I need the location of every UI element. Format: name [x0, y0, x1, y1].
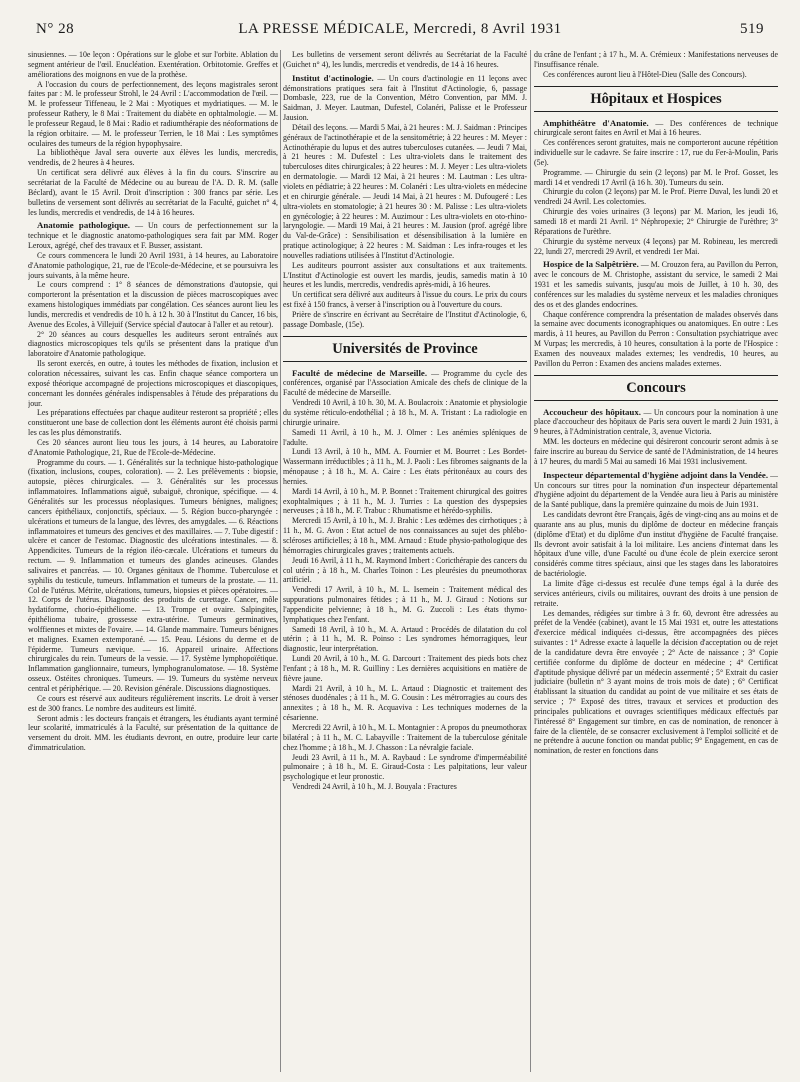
paragraph: Ils seront exercés, en outre, à toutes les méthodes de fixation, inclusion et coloration nécessaires, suivant les cas. Enfin chaque séance comportera un exposé théorique accompagné de projections microscopiques et diascopiques, concernant les données générales indispensables à l'étude des préparations du jour. — [28, 359, 278, 408]
paragraph: sinusiennes. — 10e leçon : Opérations sur le globe et sur l'orbite. Ablation du segment antérieur de l'œil. Enucléation. Exentération. Orbitotomie. Greffes et améliorations des moignons en vue de la prothèse. — [28, 50, 278, 79]
paragraph: Mercredi 15 Avril, à 10 h., M. J. Brahic : Les œdèmes des cirrhotiques ; à 11 h., M. G. Avon : Etat actuel de nos connaissances au sujet des phlébo-scléroses artificielles; à 18 h., MM. Arnaud : Etude physio-pathologique des hémorragies chirurgicales graves ; traitements actuels. — [283, 516, 527, 555]
paragraph: Mardi 14 Avril, à 10 h., M. P. Bonnet : Traitement chirurgical des goitres exophtalmiques ; à 11 h., M. J. Turries : La question des dyspepsies nerveuses ; à 18 h., M. F. Trabuc : Rhumatisme et hérédo-syphilis. — [283, 486, 527, 516]
paragraph: MM. les docteurs en médecine qui désireront concourir seront admis à se faire inscrire au bureau du Service de santé de l'Administration, de 14 heures à 17 heures, du mardi 5 Mai au samedi 16 Mai 1931 inclusivement. — [534, 437, 778, 466]
paragraph: Mercredi 22 Avril, à 10 h., M. L. Montagnier : A propos du pneumothorax bilatéral ; à 11 h., M. C. Labayville : Traitement de la tuberculose génitale chez l'homme ; à 18 h., M. J. Chasson : La névralgie faciale. — [283, 723, 527, 752]
section-heading: Hospice de la Salpêtrière. — [543, 259, 639, 270]
paragraph: du crâne de l'enfant ; à 17 h., M. A. Crémieux : Manifestations nerveuses de l'insuffisance rénale. — [534, 50, 778, 69]
section-banner-concours: Concours — [534, 375, 778, 401]
column-rule-1 — [280, 50, 281, 1072]
section-banner-universites: Universités de Province — [283, 336, 527, 362]
section-anatomie-pathologique: Anatomie pathologique. — Un cours de perfectionnement sur la technique et le diagnostic anatomo-pathologiques sera fait par MM. Roger Leroux, agrégé, chef des travaux et F. Busser, assistant. — [28, 220, 278, 251]
section-heading: Amphithéâtre d'Anatomie. — [543, 117, 649, 128]
column-2 — [283, 50, 527, 1072]
paragraph: Ces conférences seront gratuites, mais ne comporteront aucune répétition individuelle sur le cadavre. Se faire inscrire : 17, rue du Fer-à-Moulin, Paris (5e). — [534, 138, 778, 167]
paragraph: Les préparations effectuées par chaque auditeur resteront sa propriété ; elles constitueront une base de collection dont les éléments auront été choisis parmi les cas les plus démonstratifs. — [28, 408, 278, 438]
paragraph: Samedi 11 Avril, à 10 h., M. J. Olmer : Les anémies spléniques de l'adulte. — [283, 427, 527, 447]
section-amphitheatre-anatomie: Amphithéâtre d'Anatomie. — Des conférences de technique chirurgicale seront faites en Avril et Mai à 16 heures. — [534, 117, 778, 138]
section-inspecteur-vendee: Inspecteur départemental d'hygiène adjoint dans la Vendée. — Un concours sur titres pour la nomination d'un inspecteur départemental d'hygiène adjoint du département de la Vendée aura lieu à Paris au ministère de la Santé publique, dans la première quinzaine du mois de Juin 1931. — [534, 469, 778, 510]
paragraph: Lundi 13 Avril, à 10 h., MM. A. Fournier et M. Bourret : Les Bordet-Wassermann irréductibles ; à 11 h., M. J. Paoli : Les fibromes saignants de la ménopause ; à 18 h., M. A. Caire : Les états péritonéaux au cours des hernies. — [283, 447, 527, 486]
section-heading: Faculté de médecine de Marseille. — [292, 367, 428, 378]
paragraph: Les auditeurs pourront assister aux consultations et aux traitements. L'Institut d'Actinologie est ouvert les mardis, jeudis, samedis matin à 10 heures et les lundis, mercredis, vendredis après-midi, à 16 heures. — [283, 260, 527, 290]
paragraph: Samedi 18 Avril, à 10 h., M. A. Artaud : Procédés de dilatation du col utérin ; à 11 h., M. R. Poinso : Les syndromes hémorragiques, leur diagnostic, leur interprétation. — [283, 624, 527, 654]
issue-number: N° 28 — [36, 21, 75, 37]
column-rule-2 — [530, 50, 531, 1072]
section-institut-actinologie: Institut d'actinologie. — Un cours d'actinologie en 11 leçons avec démonstrations pratiques sera fait à l'Institut d'Actinologie, 6, passage Dombasle, 223, rue de la Convention, Métro Convention, par MM. J. Saidman, J. Meyer. Lautman, Dufestel, Colanéri, Palisse et le Professeur Jausion. — [283, 72, 527, 123]
masthead-title: LA PRESSE MÉDICALE, Mercredi, 8 Avril 1931 — [238, 21, 562, 37]
paragraph: Détail des leçons. — Mardi 5 Mai, à 21 heures : M. J. Saidman : Principes généraux de l'actinothérapie et de la sensitométrie; à 22 heures : M. Meyer : Actinothérapie du lupus et des autres tuberculoses cutanées. — Jeudi 7 Mai, à 21 heures : M. Dufestel : Les ultra-violets dans le traitement des tuberculoses dites chirurgicales; à 22 heures : M. J. Meyer : Les ultra-violets en dermatologie. — Mardi 12 Mai, à 21 heures : M. Lautman : Les ultra-violets en pédiatrie; à 22 heures : M. Colanéri : Les ultra-violets en médecine et en chirurgie générale. — Jeudi 14 Mai, à 21 heures : M. Dufougeré : Les ultra-violets en stomatologie; à 21 heures 30 : M. Palisse : Les ultra-violets en gynécologie; à 22 heures : M. Auzimour : Les ultra-violets en oto-rhino-laryngologie. — Mardi 19 Mai, à 21 heures : M. Jausion (prof. agrégé libre du Val-de-Grâce) : Sensibilisation et désensibilisation à la lumière en pratique actinologique; à 22 heures : M. Saidman : Les infra-rouges et les nouvelles radiations utilisées à l'Institut d'Actinologie. — [283, 122, 527, 260]
column-3 — [534, 50, 778, 1072]
paragraph: La limite d'âge ci-dessus est reculée d'une temps égal à la durée des services antérieurs, civils ou militaires, ouvrant des droits à une pension de retraite. — [534, 578, 778, 608]
paragraph: Seront admis : les docteurs français et étrangers, les étudiants ayant terminé leur scolarité, immatriculés à la Faculté, sur présentation de la quittance de versement du droit. MM. les étudiants devront, en outre, produire leur carte d'immatriculation. — [28, 713, 278, 753]
paragraph: Jeudi 16 Avril, à 11 h., M. Raymond Imbert : Coricthérapie des cancers du col utérin ; à 18 h., M. Charles Toinon : Les pleurésies du pneumothorax artificiel. — [283, 555, 527, 585]
paragraph: Un certificat sera délivré aux élèves à la fin du cours. S'inscrire au secrétariat de la Faculté de Médecine ou au bureau de l'A. D. R. M. (salle Béclard), avant le 15 Avril. Droit d'inscription : 300 francs par série. Les bulletins de versement sont délivrés au secrétariat de la Faculté, guichet n° 4, les lundis, mercredis et vendredis, de 14 à 16 heures. — [28, 168, 278, 217]
page-header — [36, 18, 764, 40]
paragraph: Ces 20 séances auront lieu tous les jours, à 14 heures, au Laboratoire d'Anatomie Pathologique, 21, Rue de l'Ecole-de-Médecine. — [28, 437, 278, 457]
paragraph: Vendredi 17 Avril, à 10 h., M. L. Isemein : Traitement médical des suppurations pulmonaires fétides ; à 11 h., M. J. Giraud : Notions sur l'appendicite pelvienne; à 18 h., M. G. Zuccoli : Les états thymo-lymphatiques chez l'enfant. — [283, 585, 527, 624]
paragraph: Chirurgie des voies urinaires (3 leçons) par M. Marion, les jeudi 16, samedi 18 et mardi 21 Avril. 1° Néphropexie; 2° Chirurgie de l'urèthre; 3° Réparations de l'urèthre. — [534, 207, 778, 236]
column-1 — [28, 50, 278, 1072]
section-heading: Accoucheur des hôpitaux. — [543, 406, 641, 417]
paragraph: Ce cours commencera le lundi 20 Avril 1931, à 14 heures, au Laboratoire d'Anatomie pathologique, 21, rue de l'Ecole-de-Médecine, et se poursuivra les jours suivants, à la même heure. — [28, 250, 278, 280]
paragraph: A l'occasion du cours de perfectionnement, des leçons magistrales seront faites par : M. le professeur Strohl, le 24 Avril : L'accommodation de l'œil. — M. le professeur Tiffeneau, le 2 Mai : Myotiques et mydriatiques. — M. le professeur Rathery, le 8 Mai : Traitement du diabète en ophtalmologie. — M. le professeur Regaud, le 8 Mai : Radio et radiumthérapie des néoformations de la région orbitaire. — M. le professeur Terrien, le 18 Mai : Les symptômes oculaires des tumeurs de la région hypophysaire. — [28, 79, 278, 148]
paragraph: Mardi 21 Avril, à 10 h., M. L. Artaud : Diagnostic et traitement des sténoses duodénales ; à 11 h., M. G. Cousin : Les métrorragies au cours des annexites ; à 18 h., M. R. Acquaviva : Les techniques modernes de la césarienne. — [283, 683, 527, 723]
section-faculte-marseille: Faculté de médecine de Marseille. — Programme du cycle des conférences, organisé par l'Association Amicale des chefs de clinique de la Faculté de médecine de Marseille. — [283, 367, 527, 398]
paragraph: Ce cours est réservé aux auditeurs régulièrement inscrits. Le droit à verser est de 300 francs. Le nombre des auditeurs est limité. — [28, 693, 278, 713]
course-program: Programme du cours. — 1. Généralités sur la technique histo-pathologique (fixation, inclusions, coupes, coloration). — 2. Les prélèvements : biopsie, autopsie, pièces chirurgicales. — 3. Généralités sur les processus inflammatoires. Inflammations aiguë, subaiguë, chronique, spécifique. — 4. Généralités sur les processus néoplasiques. Tumeurs bénignes, malignes; cancers épithéliaux, conjonctifs, spéciaux. — 5. Région bucco-pharyngée : ulcérations et tumeurs de la langue, des lèvres, des amygdales. — 6. Réactions inflammatoires et tumeurs des gencives et des maxillaires. — 7. Tube digestif : ulcère et cancer de l'estomac. Diagnostic des ulcérations intestinales. — 8. Appendicites. Tumeurs de la région iléo-cæcale. Ulcérations et tumeurs du rectum. — 9. Inflammation et tumeurs des glandes acineuses. Glandes salivaires et pancréas. — 10. Organes génitaux de l'homme. Tuberculose et syphilis du testicule, tumeurs. Inflammation et tumeurs de la prostate. — 11. Col de l'utérus. Métrite, ulcérations, tumeurs, biopsies et pièces opératoires. — 12. Corps de l'utérus. Diagnostic des produits de curettage. Cancer, môle hydatiforme, chorio-épithéliome. — 13. Trompe et ovaire. Salpingites, épithélioma tubaire, grossesse extra-utérine. Tumeurs germinatives, wolffiennes et mixtes de l'ovaire. — 14. Glande mammaire. Tumeurs bénignes et malignes. Examen extemporané. — 15. Peau. Lésions du derme et de l'épiderme. Tumeurs nævique. — 16. Appareil urinaire. Affections chirurgicales du rein. Tumeurs de la vessie. — 17. Système lymphopoïétique. Inflammation ganglionnaire, tumeurs, lymphogranulomatose. — 18. Système osseux. Ostéites chroniques. Tumeurs. — 19. Tumeurs du système nerveux central et périphérique. — 20. Revision générale. Discussions diagnostiques. — [28, 457, 278, 693]
section-heading: Anatomie pathologique. — [37, 220, 131, 231]
paragraph: La bibliothèque Javal sera ouverte aux élèves les lundis, mercredis, vendredis, de 2 heures à 4 heures. — [28, 148, 278, 168]
paragraph: Le cours comprend : 1° 8 séances de démonstrations d'autopsie, qui comporteront la présentation et la discussion de pièces macroscopiques avec examens histologiques immédiats par congélation. Ces séances auront lieu les lundis, mercredis et vendredis de 10 h. à 12 h. 30 à l'Institut du Cancer, 16 bis, Avenue des Ecoles, à Villejuif (Service spécial d'autocar à l'aller et au retour). — [28, 280, 278, 329]
section-salpetriere: Hospice de la Salpêtrière. — M. Crouzon fera, au Pavillon du Perron, avec le concours de M. Christophe, assistant du service, le samedi 2 Mai 1931 et les samedis suivants, jusqu'au mois de Juillet, à 10 h. 30, des conférences sur les maladies du système nerveux et les maladies chroniques des os et des glandes endocrines. — [534, 259, 778, 309]
section-heading: Institut d'actinologie. — [292, 72, 374, 83]
paragraph: 2° 20 séances au cours desquelles les auditeurs seront entraînés aux diagnostics microscopiques tels qu'ils se présentent dans la pratique d'un laboratoire d'Anatomie pathologique. — [28, 329, 278, 359]
section-heading: Inspecteur départemental d'hygiène adjoint dans la Vendée. — [543, 469, 769, 480]
paragraph: Lundi 20 Avril, à 10 h., M. G. Darcourt : Traitement des pieds bots chez l'enfant ; à 18 h., M. R. Guilliny : Les dernières acquisitions en matière de fièvre jaune. — [283, 654, 527, 683]
paragraph: Les bulletins de versement seront délivrés au Secrétariat de la Faculté (Guichet n° 4), les lundis, mercredis et vendredis, de 14 à 16 heures. — [283, 50, 527, 69]
paragraph: Prière de s'inscrire en écrivant au Secrétaire de l'Institut d'Actinologie, 6, passage Dombasle, (15e). — [283, 309, 527, 329]
page-number: 519 — [740, 21, 764, 37]
paragraph: Vendredi 24 Avril, à 10 h., M. J. Bouyala : Fractures — [292, 782, 457, 792]
paragraph: Programme. — Chirurgie du sein (2 leçons) par M. le Prof. Gosset, les mardi 14 et vendredi 17 Avril (à 16 h. 30). Tumeurs du sein. — [534, 167, 778, 187]
section-accoucheur-hopitaux: Accoucheur des hôpitaux. — Un concours pour la nomination à une place d'accoucheur des hôpitaux de Paris sera ouvert le mardi 2 Juin 1931, à 9 heures, à l'Administration centrale, 3, avenue Victoria. — [534, 406, 778, 437]
paragraph: Chirurgie du système nerveux (4 leçons) par M. Robineau, les mercredi 22, lundi 27, mercredi 29 Avril, et vendredi 1er Mai. — [534, 236, 778, 256]
section-banner-hopitaux: Hôpitaux et Hospices — [534, 86, 778, 112]
paragraph: Ces conférences auront lieu à l'Hôtel-Dieu (Salle des Concours). — [543, 69, 747, 79]
paragraph: Vendredi 10 Avril, à 10 h. 30, M. A. Boulacroix : Anatomie et physiologie du système réticulo-endothélial ; à 18 h., M. A. Tristant : La radiologie en chirurgie urinaire. — [283, 398, 527, 427]
paragraph: Les demandes, rédigées sur timbre à 3 fr. 60, devront être adressées au préfet de la Vendée (cabinet), avant le 15 Mai 1931 et, outre les attestations d'exercice médical indiquées ci-dessus, être accompagnées des pièces suivantes : 1° Adresse exacte à laquelle la décision d'acceptation ou de rejet de la candidature devra être envoyée ; 2° Acte de naissance ; 3° Copie certifiée conforme du diplôme de docteur en médecine ; 4° Certificat d'aptitude physique délivré par un médecin assermenté ; 5° Extrait du casier judiciaire (bulletin n° 3 ayant moins de trois mois de date) ; 6° Certificat établissant la situation du candidat au point de vue militaire et ses états de service ; 7° Exposé des titres, travaux et services et production des principales publications et ouvrages scientifiques médicaux effectués par l'intéressé 8° Engagement sur timbre, en cas de nomination, de renoncer à faire de la clientèle, de se consacrer exclusivement à l'emploi sollicité et de ne prétendre à aucune fonction ou mandat public; 9° Engagement, en cas de nomination, de rester en fonctions dans — [534, 608, 778, 756]
paragraph: Les candidats devront être Français, âgés de vingt-cinq ans au moins et de quarante ans au plus, munis du diplôme de docteur en médecine français (diplôme d'Etat) et du diplôme d'un institut d'hygiène de Faculté française. Ils devront avoir satisfait à la loi militaire. Les anciens d'internat dans les hôpitaux d'une ville, d'une Faculté ou d'une école de plein exercice seront considérés comme titres spéciaux, ainsi que les stages dans les laboratoires de bactériologie. — [534, 510, 778, 579]
paragraph: Chaque conférence comprendra la présentation de malades observés dans la semaine avec documents iconographiques ou anatomiques. En outre : Les mardis, à 11 heures, au Pavillon du Perron : Consultation psychiatrique avec M Vurpas; les mercredis, à 10 heures, consultation à la porte de l'Hospice : Examen des nouveaux malades externes; les vendredis, 10 heures, au Pavillon du Perron : Examen des anciens malades externes. — [534, 309, 778, 368]
paragraph: Un certificat sera délivré aux auditeurs à l'issue du cours. Le prix du cours est fixé à 150 francs, à verser à l'inscription ou à l'ouverture du cours. — [283, 290, 527, 310]
paragraph: Jeudi 23 Avril, à 11 h., M. A. Raybaud : Le syndrome d'imperméabilité pulmonaire ; à 18 h., M. E. Giraud-Costa : Les palpitations, leur valeur psychologique et leur pronostic. — [283, 752, 527, 782]
paragraph: Chirurgie du colon (2 leçons) par M. le Prof. Pierre Duval, les lundi 20 et vendredi 24 Avril. Les colectomies. — [534, 187, 778, 207]
